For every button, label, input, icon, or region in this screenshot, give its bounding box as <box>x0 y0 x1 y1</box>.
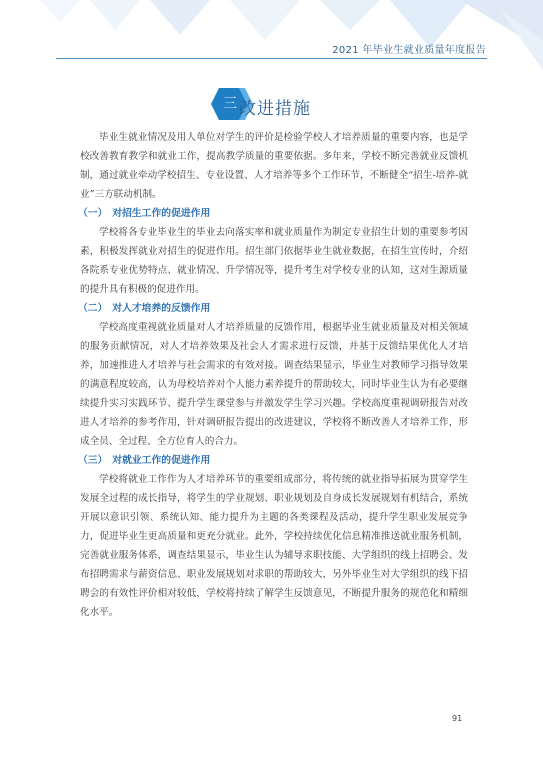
subsection-body-3: 学校将就业工作作为人才培养环节的重要组成部分，将传统的就业指导拓展为贯穿学生发展全过程的成长指导，将学生的学业规划、职业规划及自身成长发展规划有机结合，系统开展以意识引领、系统认知、能力提升为主题的各类课程及活动，提升学生职业发展竞争力，促进毕业生更高质量和更充分就业。此外，学校持续优化信息精准推送就业服务机制，完善就业服务体系，调查结果显示，毕业生认为辅导求职技能、大学组织的线上招聘会、发布招聘需求与薪资信息、职业发展规划对求职的帮助较大，另外毕业生对大学组织的线下招聘会的有效性评价相对较低，学校将持续了解学生反馈意见，不断提升服务的规范化和精细化水平。 <box>80 474 468 618</box>
section-number: 三 <box>223 96 237 112</box>
header-divider <box>56 58 487 59</box>
page-number: 91 <box>452 714 463 723</box>
report-header-title: 2021 年毕业生就业质量年度报告 <box>332 45 486 56</box>
subsection-body-2: 学校高度重视就业质量对人才培养质量的反馈作用，根据毕业生就业质量及对相关领域的服务贡献情况，对人才培养效果及社会人才需求进行反馈，并基于反馈结果优化人才培养，加速推进人才培养与社会需求的有效对接。调查结果显示，毕业生对教师学习指导效果的满意程度较高，认为母校培养对个人能力素养提升的帮助较大，同时毕业生认为有必要继续提升实习实践环节、提升学生课堂参与并激发学生学习兴趣。学校高度重视调研报告对改进人才培养的参考作用，针对调研报告提出的改进建议，学校将不断改善人才培养工作，形成全员、全过程、全方位育人的合力。 <box>80 322 468 447</box>
subsection-heading-1: （一） 对招生工作的促进作用 <box>78 208 211 219</box>
subsection-body-1: 学校将各专业毕业生的毕业去向落实率和就业质量作为制定专业招生计划的重要参考因素，积极发挥就业对招生的促进作用。招生部门依据毕业生就业数据，在招生宣传时，介绍各院系专业优势特点、就业情况、升学情况等，提升考生对学校专业的认知，这对生源质量的提升具有积极的促进作用。 <box>80 227 468 295</box>
section-title: 改进措施 <box>239 99 311 119</box>
subsection-heading-3: （三） 对就业工作的促进作用 <box>78 455 211 466</box>
intro-paragraph: 毕业生就业情况及用人单位对学生的评价是检验学校人才培养质量的重要内容，也是学校改善教育教学和就业工作，提高教学质量的重要依据。多年来，学校不断完善就业反馈机制，通过就业牵动学校招生、专业设置、人才培养等多个工作环节，不断健全“招生-培养-就业”三方联动机制。 <box>80 132 468 200</box>
header-decoration <box>0 0 543 70</box>
main-content <box>80 128 468 622</box>
section-heading <box>211 88 351 120</box>
subsection-heading-2: （二） 对人才培养的反馈作用 <box>78 303 211 314</box>
